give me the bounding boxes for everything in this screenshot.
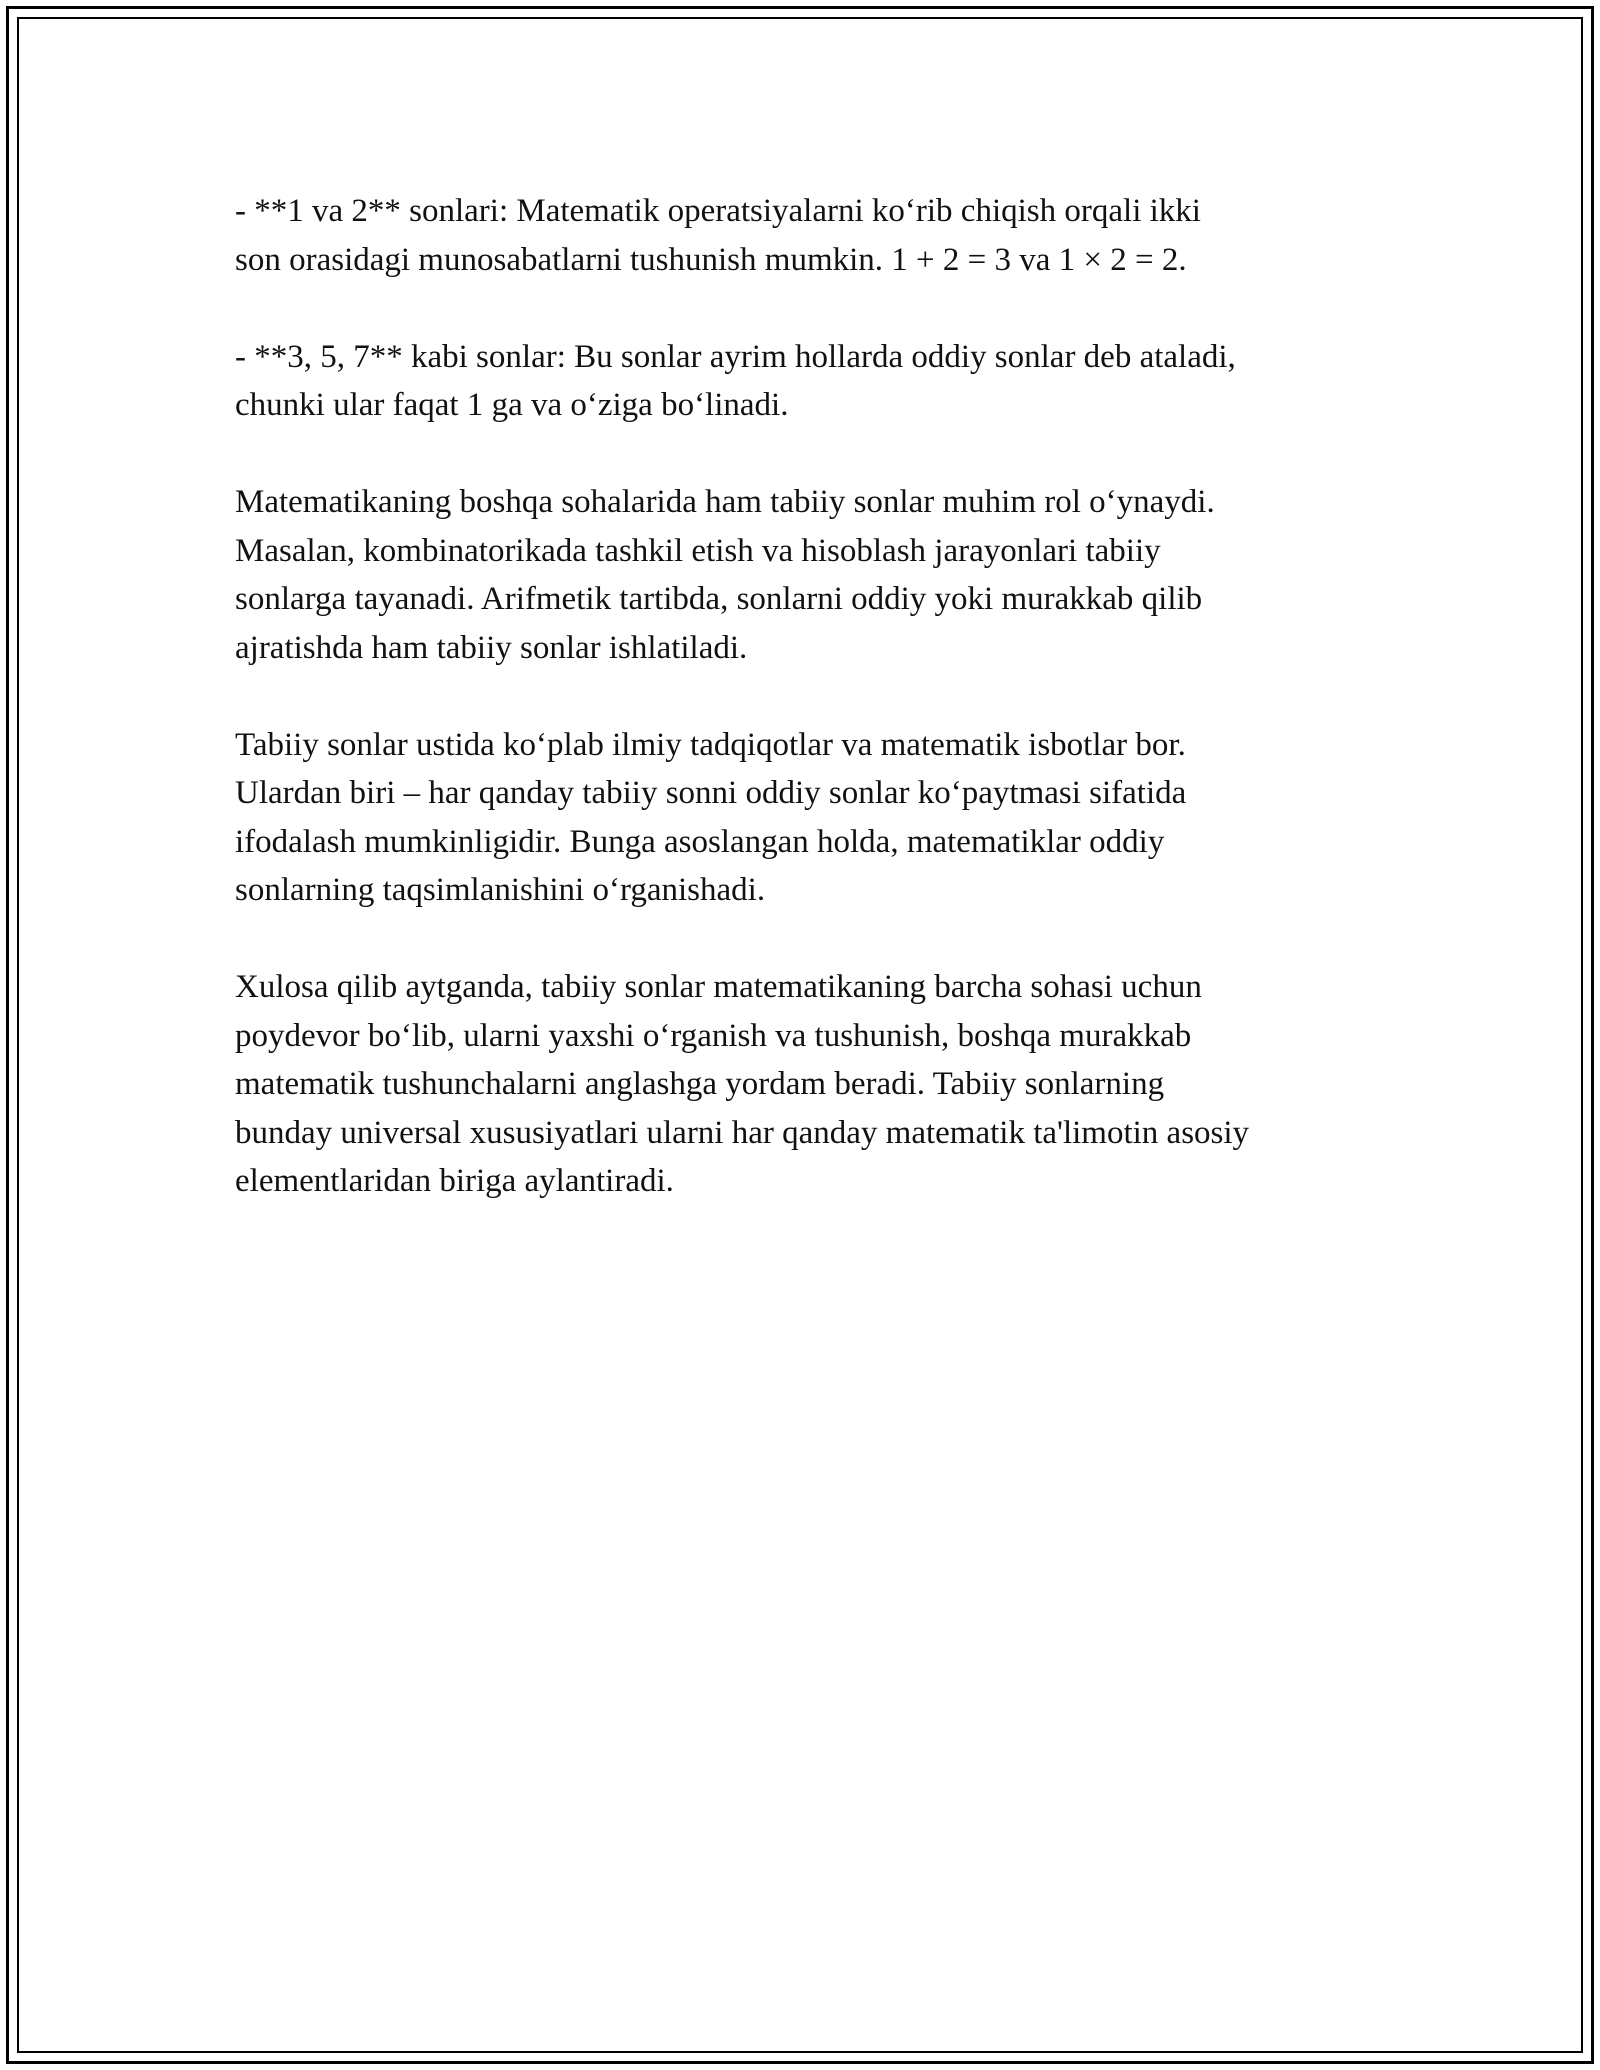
text-line: poydevor bo‘lib, ularni yaxshi o‘rganish va tushunish, boshqa murakkab (235, 1017, 1192, 1054)
text-line: bunday universal xususiyatlari ularni har qanday matematik ta'limotin asosiy (235, 1114, 1250, 1151)
text-line: elementlaridan biriga aylantiradi. (235, 1163, 674, 1199)
document-body (235, 187, 1375, 1206)
paragraph-research (235, 721, 1375, 915)
text-line: Ulardan biri – har qanday tabiiy sonni oddiy sonlar ko‘paytmasi sifatida (235, 775, 1187, 811)
text-line: ajratishda ham tabiiy sonlar ishlatiladi. (235, 629, 748, 666)
paragraph-other-fields (235, 478, 1375, 672)
text-line: chunki ular faqat 1 ga va o‘ziga bo‘linadi. (235, 387, 789, 423)
text-line: matematik tushunchalarni anglashga yordam beradi. Tabiiy sonlarning (235, 1066, 1165, 1102)
text-line: ifodalash mumkinligidir. Bunga asoslangan holda, matematiklar oddiy (235, 823, 1165, 860)
paragraph-conclusion (235, 963, 1375, 1206)
text-line: Matematikaning boshqa sohalarida ham tabiiy sonlar muhim rol o‘ynaydi. (235, 484, 1215, 520)
paragraph-1-and-2 (235, 187, 1375, 284)
text-line: son orasidagi munosabatlarni tushunish mumkin. 1 + 2 = 3 va 1 × 2 = 2. (235, 241, 1187, 278)
text-line: - **3, 5, 7** kabi sonlar: Bu sonlar ayrim hollarda oddiy sonlar deb ataladi, (235, 338, 1236, 375)
text-line: - **1 va 2** sonlari: Matematik operatsiyalarni ko‘rib chiqish orqali ikki (235, 193, 1201, 229)
text-line: Xulosa qilib aytganda, tabiiy sonlar matematikaning barcha sohasi uchun (235, 969, 1202, 1005)
text-line: sonlarning taqsimlanishini o‘rganishadi. (235, 872, 766, 908)
text-line: Masalan, kombinatorikada tashkil etish va hisoblash jarayonlari tabiiy (235, 532, 1161, 569)
paragraph-prime-numbers (235, 333, 1375, 430)
text-line: sonlarga tayanadi. Arifmetik tartibda, sonlarni oddiy yoki murakkab qilib (235, 581, 1203, 617)
text-line: Tabiiy sonlar ustida ko‘plab ilmiy tadqiqotlar va matematik isbotlar bor. (235, 726, 1186, 763)
